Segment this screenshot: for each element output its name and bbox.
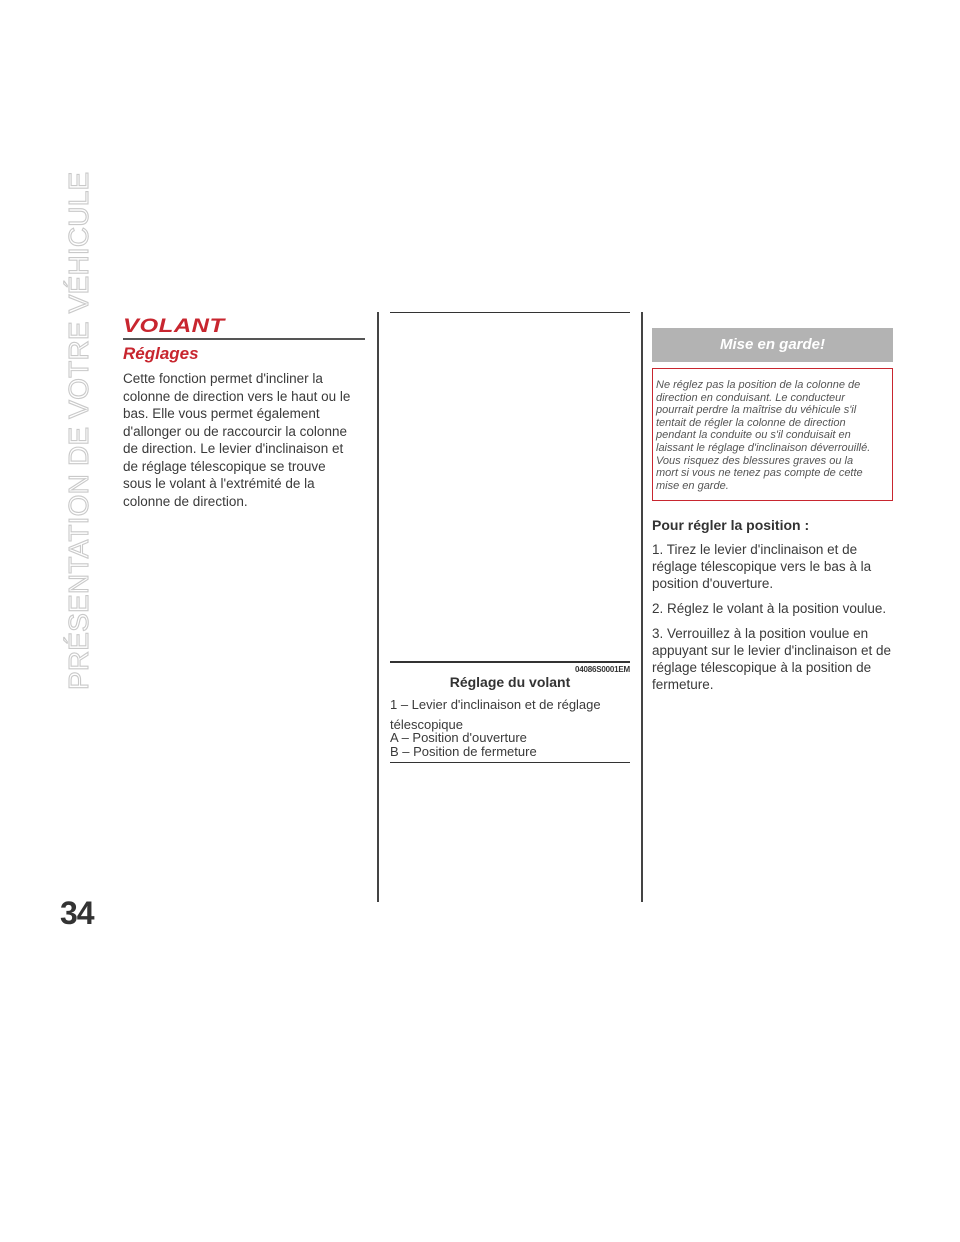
subsection-title: Réglages: [123, 344, 199, 363]
legend-bottom-rule: [390, 762, 630, 763]
intro-line: de direction. Le levier d'inclinaison et: [123, 441, 344, 456]
legend-item: 1 – Levier d'inclinaison et de réglage: [390, 697, 601, 712]
procedure-step-1: [652, 541, 893, 592]
page-number: 34: [60, 895, 94, 931]
warning-line: mort si vous ne tenez pas compte de cette: [656, 467, 863, 480]
column-divider-right: [641, 312, 643, 902]
intro-line: sous le volant à l'extrémité de la: [123, 476, 315, 491]
intro-line: de réglage télescopique se trouve: [123, 458, 326, 474]
step-line: position d'ouverture.: [652, 576, 774, 592]
warning-line: direction en conduisant. Le conducteur: [656, 391, 845, 404]
warning-line: tentait de régler la colonne de direction: [656, 416, 846, 429]
step-line: réglage télescopique à la position de: [652, 660, 872, 676]
warning-line: mise en garde.: [656, 479, 729, 492]
warning-line: pourrait perdre la maîtrise du véhicule s'il: [656, 404, 857, 417]
step-line: réglage télescopique vers le bas à la: [652, 559, 872, 575]
intro-line: colonne de direction.: [123, 493, 248, 509]
column-warning-procedure: [652, 328, 893, 693]
figure-bottom-rule: [390, 661, 630, 663]
column-divider-left: [377, 312, 379, 902]
warning-box: [652, 368, 893, 501]
warning-line: pendant la conduite ou s'il conduisait en: [656, 429, 851, 442]
legend-item: A – Position d'ouverture: [390, 730, 527, 745]
figure-image-area: [390, 313, 630, 661]
step-line: fermeture.: [652, 677, 714, 693]
intro-line: d'allonger ou de raccourcir la colonne: [123, 423, 347, 439]
warning-line: laissant le réglage d'inclinaison déverrouillé.: [656, 441, 871, 454]
procedure-step-2: [652, 600, 893, 617]
section-title-rule: [123, 338, 365, 340]
column-figure: [390, 312, 630, 763]
step-line: 2. Réglez le volant à la position voulue.: [652, 601, 887, 617]
step-line: appuyant sur le levier d'inclinaison et de: [652, 643, 891, 659]
procedure-title: Pour régler la position :: [652, 517, 810, 534]
warning-line: Ne réglez pas la position de la colonne de: [656, 379, 861, 391]
column-intro: [123, 312, 365, 510]
section-title: VOLANT: [123, 314, 225, 337]
figure-caption: Réglage du volant: [449, 674, 571, 690]
intro-line: Cette fonction permet d'incliner la: [123, 371, 323, 386]
figure-code: 04086S0001EM: [575, 665, 630, 674]
procedure-step-3: [652, 625, 893, 693]
intro-paragraph: [123, 370, 365, 510]
warning-header: Mise en garde!: [652, 328, 893, 362]
legend-item: B – Position de fermeture: [390, 743, 537, 759]
legend-item: télescopique: [390, 716, 463, 732]
side-chapter-tab: PRÉSENTATION DE VOTRE VÉHICULE: [63, 171, 94, 690]
step-line: 3. Verrouillez à la position voulue en: [652, 626, 869, 642]
step-line: 1. Tirez le levier d'inclinaison et de: [652, 542, 858, 558]
figure-legend: [390, 698, 630, 758]
intro-line: colonne de direction vers le haut ou le: [123, 388, 351, 404]
intro-line: bas. Elle vous permet également: [123, 406, 320, 421]
warning-line: Vous risquez des blessures graves ou la: [656, 454, 854, 467]
